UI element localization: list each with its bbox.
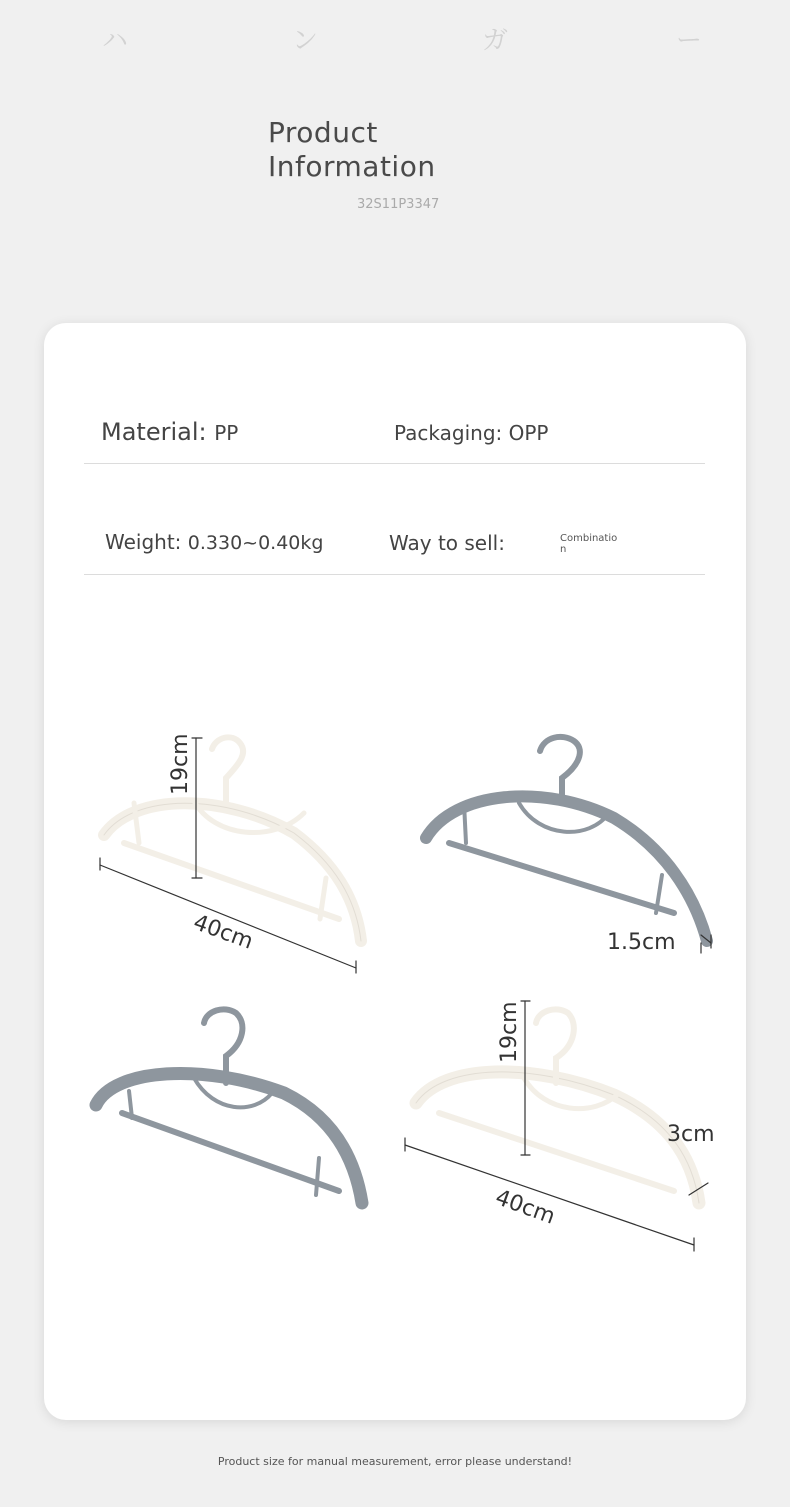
dim-length-4: 40cm: [491, 1185, 559, 1230]
title-line-2: Information: [268, 150, 436, 183]
hanger-gray-2: [426, 737, 711, 953]
dim-thickness-2: 1.5cm: [607, 930, 676, 955]
dim-height-4: 19cm: [497, 1001, 522, 1063]
dim-length-1: 40cm: [189, 910, 257, 955]
header-kana-3: ガ: [482, 26, 509, 56]
product-code: 32S11P3347: [357, 197, 440, 212]
product-info-card: [44, 323, 746, 1420]
footnote: Product size for manual measurement, error please understand!: [217, 1455, 573, 1468]
hanger-gray-3: [96, 1009, 362, 1203]
sell-label: Way to sell:: [389, 531, 505, 555]
dim-height-1: 19cm: [168, 733, 193, 795]
material-label: Material:: [101, 418, 215, 446]
page-title: [268, 116, 508, 184]
material-value: PP: [214, 421, 239, 445]
hanger-diagrams: [44, 323, 746, 1420]
hanger-white-4: [405, 1001, 708, 1251]
dim-width-4: 3cm: [667, 1122, 715, 1147]
header-kana-4: ー: [676, 26, 703, 56]
packaging-label: Packaging:: [394, 421, 509, 445]
header-kana-2: ン: [292, 26, 319, 56]
packaging-value: OPP: [508, 421, 549, 445]
weight-value: 0.330~0.40kg: [187, 532, 324, 554]
title-line-1: Product: [268, 116, 378, 149]
weight-label: Weight:: [105, 530, 188, 554]
sell-value: Combination: [560, 533, 618, 555]
header-kana-1: ハ: [102, 26, 129, 56]
